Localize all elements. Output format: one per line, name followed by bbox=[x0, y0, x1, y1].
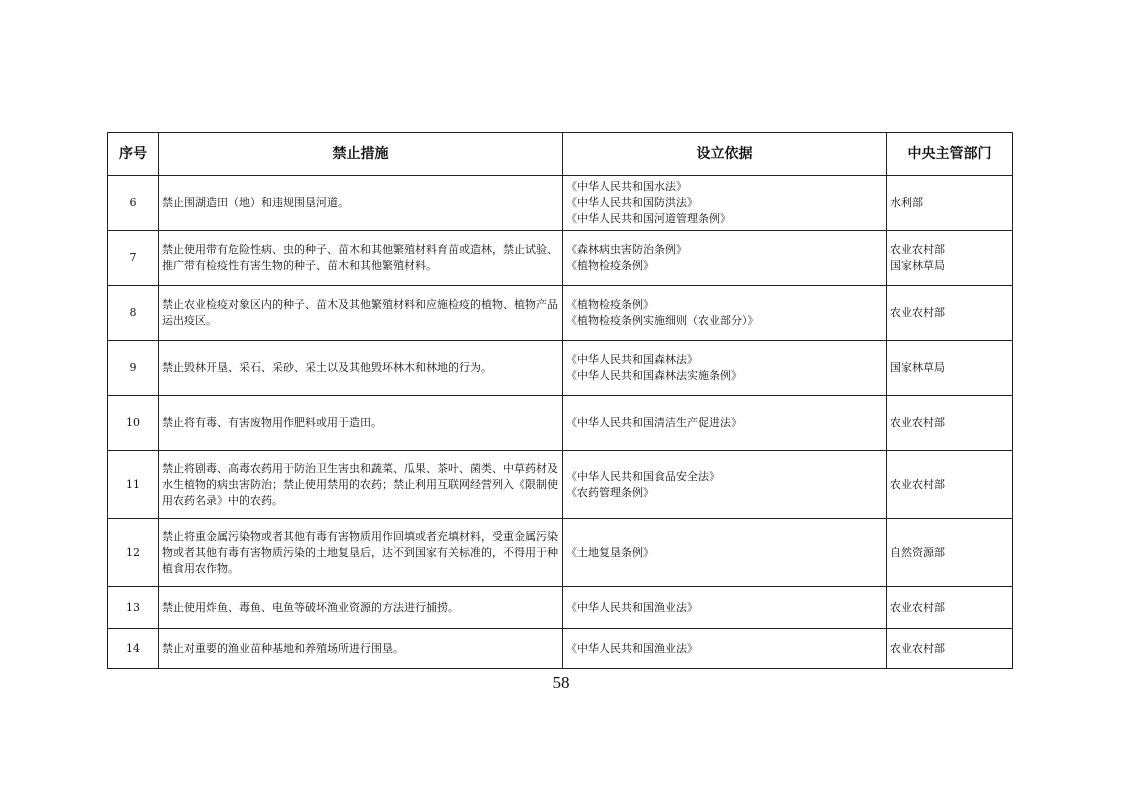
table-header-row bbox=[108, 133, 1013, 176]
basis-line: 《中华人民共和国渔业法》 bbox=[566, 600, 698, 614]
row-seq: 10 bbox=[108, 396, 159, 451]
department-line: 国家林草局 bbox=[890, 361, 945, 374]
row-department bbox=[887, 629, 1013, 669]
department-line: 自然资源部 bbox=[890, 545, 945, 559]
header-measure: 禁止措施 bbox=[159, 133, 563, 176]
department-line: 农业农村部 bbox=[890, 306, 945, 319]
row-basis bbox=[563, 341, 887, 396]
row-seq: 6 bbox=[108, 176, 159, 231]
table-row bbox=[108, 396, 1013, 451]
header-seq: 序号 bbox=[108, 133, 159, 176]
page-number: 58 bbox=[552, 673, 570, 692]
basis-line: 《农药管理条例》 bbox=[566, 485, 654, 499]
row-department bbox=[887, 451, 1013, 519]
table-row bbox=[108, 519, 1013, 587]
department-line: 农业农村部 bbox=[890, 243, 945, 256]
basis-line: 《森林病虫害防治条例》 bbox=[566, 243, 687, 256]
row-measure: 禁止对重要的渔业苗种基地和养殖场所进行围垦。 bbox=[159, 629, 563, 669]
row-department bbox=[887, 587, 1013, 629]
row-basis bbox=[563, 451, 887, 519]
row-basis bbox=[563, 587, 887, 629]
table-row bbox=[108, 451, 1013, 519]
basis-line: 《中华人民共和国森林法》 bbox=[566, 353, 698, 366]
row-seq: 14 bbox=[108, 629, 159, 669]
row-measure: 禁止使用带有危险性病、虫的种子、苗木和其他繁殖材料育苗或造林，禁止试验、推广带有检疫性有害生物的种子、苗木和其他繁殖材料。 bbox=[159, 231, 563, 286]
basis-line: 《中华人民共和国防洪法》 bbox=[566, 196, 698, 209]
department-line: 农业农村部 bbox=[890, 600, 945, 614]
row-seq: 12 bbox=[108, 519, 159, 587]
row-measure: 禁止将有毒、有害废物用作肥料或用于造田。 bbox=[159, 396, 563, 451]
row-measure: 禁止将剧毒、高毒农药用于防治卫生害虫和蔬菜、瓜果、茶叶、菌类、中草药材及水生植物的病虫害防治；禁止使用禁用的农药；禁止利用互联网经营列入《限制使用农药名录》中的农药。 bbox=[159, 451, 563, 519]
basis-line: 《中华人民共和国渔业法》 bbox=[566, 641, 698, 655]
table-row bbox=[108, 341, 1013, 396]
row-measure: 禁止农业检疫对象区内的种子、苗木及其他繁殖材料和应施检疫的植物、植物产品运出疫区。 bbox=[159, 286, 563, 341]
row-seq: 7 bbox=[108, 231, 159, 286]
row-measure: 禁止使用炸鱼、毒鱼、电鱼等破坏渔业资源的方法进行捕捞。 bbox=[159, 587, 563, 629]
basis-line: 《中华人民共和国清洁生产促进法》 bbox=[566, 416, 742, 429]
prohibited-measures-table bbox=[107, 132, 1013, 669]
row-measure: 禁止围湖造田（地）和违规围垦河道。 bbox=[159, 176, 563, 231]
row-basis bbox=[563, 519, 887, 587]
basis-line: 《植物检疫条例》 bbox=[566, 259, 654, 272]
measures-table-container bbox=[107, 132, 1012, 669]
row-basis bbox=[563, 396, 887, 451]
row-measure: 禁止将重金属污染物或者其他有毒有害物质用作回填或者充填材料，受重金属污染物或者其他有毒有害物质污染的土地复垦后，达不到国家有关标准的，不得用于种植食用农作物。 bbox=[159, 519, 563, 587]
table-row bbox=[108, 231, 1013, 286]
row-seq: 9 bbox=[108, 341, 159, 396]
table-row bbox=[108, 286, 1013, 341]
row-seq: 11 bbox=[108, 451, 159, 519]
row-basis bbox=[563, 286, 887, 341]
table-row bbox=[108, 587, 1013, 629]
department-line: 国家林草局 bbox=[890, 259, 945, 272]
row-department bbox=[887, 286, 1013, 341]
row-department bbox=[887, 396, 1013, 451]
row-basis bbox=[563, 176, 887, 231]
basis-line: 《土地复垦条例》 bbox=[566, 545, 654, 559]
table-row bbox=[108, 629, 1013, 669]
basis-line: 《中华人民共和国河道管理条例》 bbox=[566, 212, 731, 225]
row-measure: 禁止毁林开垦、采石、采砂、采土以及其他毁坏林木和林地的行为。 bbox=[159, 341, 563, 396]
row-department bbox=[887, 176, 1013, 231]
department-line: 农业农村部 bbox=[890, 641, 945, 655]
header-basis: 设立依据 bbox=[563, 133, 887, 176]
row-department bbox=[887, 231, 1013, 286]
table-row bbox=[108, 176, 1013, 231]
department-line: 农业农村部 bbox=[890, 477, 945, 491]
row-department bbox=[887, 341, 1013, 396]
row-department bbox=[887, 519, 1013, 587]
basis-line: 《植物检疫条例实施细则（农业部分）》 bbox=[566, 314, 759, 327]
basis-line: 《中华人民共和国森林法实施条例》 bbox=[566, 369, 742, 382]
row-basis bbox=[563, 629, 887, 669]
row-basis bbox=[563, 231, 887, 286]
basis-line: 《植物检疫条例》 bbox=[566, 298, 654, 311]
basis-line: 《中华人民共和国水法》 bbox=[566, 180, 687, 193]
row-seq: 8 bbox=[108, 286, 159, 341]
department-line: 农业农村部 bbox=[890, 416, 945, 429]
basis-line: 《中华人民共和国食品安全法》 bbox=[566, 469, 720, 483]
header-department: 中央主管部门 bbox=[887, 133, 1013, 176]
department-line: 水利部 bbox=[890, 196, 923, 209]
row-seq: 13 bbox=[108, 587, 159, 629]
